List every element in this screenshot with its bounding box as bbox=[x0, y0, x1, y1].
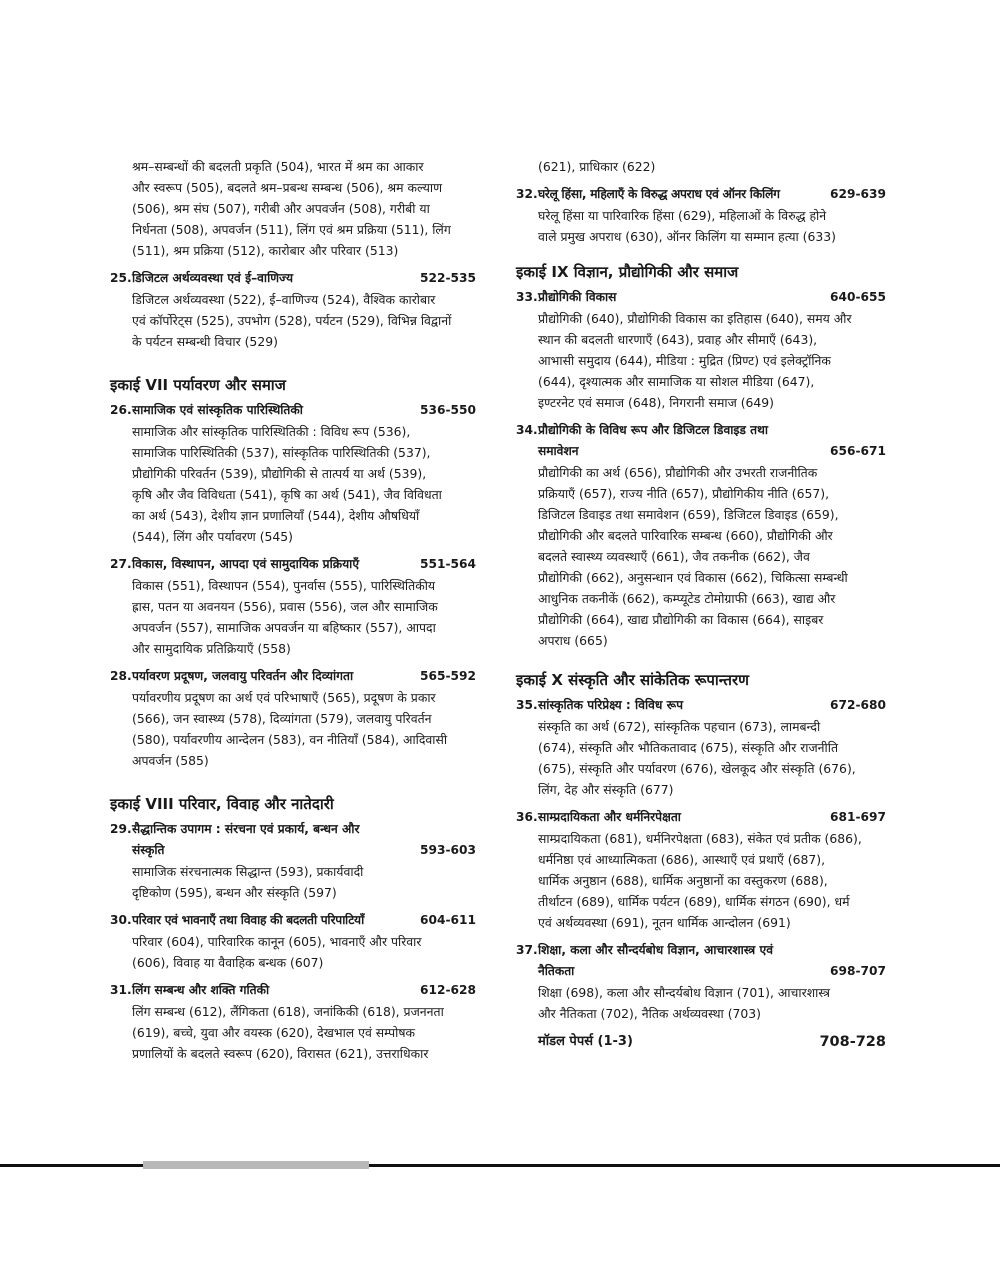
entry-title: सांस्कृतिक परिप्रेक्ष्य : विविध रूप bbox=[538, 698, 684, 712]
entry-title-cont: समावेशन bbox=[538, 444, 579, 458]
entry-title: विकास, विस्थापन, आपदा एवं सामुदायिक प्रक्रियाएँ bbox=[132, 557, 360, 571]
entry-pages: 629-639 bbox=[830, 187, 886, 201]
toc-entry-32 bbox=[516, 184, 886, 247]
entry-title-cont: संस्कृति bbox=[132, 843, 165, 857]
entry-title-cont: नैतिकता bbox=[538, 964, 575, 978]
entry-number: 34. bbox=[516, 423, 538, 437]
entry-number: 32. bbox=[516, 187, 538, 201]
entry-pages: 551-564 bbox=[420, 557, 476, 571]
entry-description: सामाजिक संरचनात्मक सिद्धान्त (593), प्रकार्यवादी दृष्टिकोण (595), बन्धन और संस्कृति (597) bbox=[132, 864, 364, 900]
entry-number: 35. bbox=[516, 698, 538, 712]
entry-description: घरेलू हिंसा या पारिवारिक हिंसा (629), महिलाओं के विरुद्ध होने वाले प्रमुख अपराध (630), ऑनर किलिंग या सम्मान हत्या (633) bbox=[538, 208, 836, 244]
toc-entry-27 bbox=[110, 554, 476, 659]
entry-title: डिजिटल अर्थव्यवस्था एवं ई–वाणिज्य bbox=[132, 271, 294, 285]
model-papers-title: मॉडल पेपर्स (1-3) bbox=[538, 1034, 633, 1049]
toc-entry-26 bbox=[110, 400, 476, 547]
entry-pages: 672-680 bbox=[830, 698, 886, 712]
entry-pages: 698-707 bbox=[830, 964, 886, 978]
entry-pages: 656-671 bbox=[830, 444, 886, 458]
entry-description: लिंग सम्बन्ध (612), लैंगिकता (618), जनांकिकी (618), प्रजननता (619), बच्चे, युवा और वयस्क (620), देखभाल एवं सम्पोषक प्रणालियों के बदलते स्वरूप (620), विरासत (621), उत्तराधिकार bbox=[132, 1004, 444, 1061]
model-papers-pages: 708-728 bbox=[819, 1034, 886, 1050]
right-column bbox=[516, 156, 886, 1053]
toc-entry-37 bbox=[516, 940, 886, 1024]
unit-heading-7: इकाई VII पर्यावरण और समाज bbox=[110, 376, 286, 394]
entry-description: परिवार (604), पारिवारिक कानून (605), भावनाएँ और परिवार (606), विवाह या वैवाहिक बन्धक (607) bbox=[132, 934, 422, 970]
entry-description: विकास (551), विस्थापन (554), पुनर्वास (555), पारिस्थितिकीय ह्रास, पतन या अवनयन (556), प्रवास (556), जल और सामाजिक अपवर्जन (557), सामाजिक अपवर्जन या बहिष्कार (557), आपदा और सामुदायिक प्रतिक्रियाएँ (558) bbox=[132, 578, 438, 656]
entry-pages: 681-697 bbox=[830, 810, 886, 824]
entry-title: प्रौद्योगिकी विकास bbox=[538, 290, 617, 304]
entry-number: 26. bbox=[110, 403, 132, 417]
horizontal-scrollbar-thumb[interactable] bbox=[143, 1161, 369, 1169]
entry-title: पर्यावरण प्रदूषण, जलवायु परिवर्तन और दिव्यांगता bbox=[132, 669, 354, 683]
toc-entry-29 bbox=[110, 819, 476, 903]
entry-pages: 604-611 bbox=[420, 913, 476, 927]
entry-description: प्रौद्योगिकी (640), प्रौद्योगिकी विकास का इतिहास (640), समय और स्थान की बदलती धारणाएँ (643), प्रवाह और सीमाएँ (643), आभासी समुदाय (644), मीडिया : मुद्रित (प्रिण्ट) एवं इलेक्ट्रॉनिक (644), दृश्यात्मक और सामाजिक या सोशल मीडिया (647), इण्टरनेट एवं समाज (648), निगरानी समाज (649) bbox=[538, 311, 852, 410]
entry-number: 28. bbox=[110, 669, 132, 683]
entry-title: सामाजिक एवं सांस्कृतिक पारिस्थितिकी bbox=[132, 403, 303, 417]
toc-entry-25 bbox=[110, 268, 476, 352]
entry-number: 29. bbox=[110, 822, 132, 836]
entry-description: संस्कृति का अर्थ (672), सांस्कृतिक पहचान (673), लामबन्दी (674), संस्कृति और भौतिकतावाद (675), संस्कृति और राजनीति (675), संस्कृति और पर्यावरण (676), खेलकूद और संस्कृति (676), लिंग, देह और संस्कृति (677) bbox=[538, 719, 856, 797]
entry-pages: 612-628 bbox=[420, 983, 476, 997]
entry-pages: 536-550 bbox=[420, 403, 476, 417]
entry-title: घरेलू हिंसा, महिलाएँ के विरुद्ध अपराध एवं ऑनर किलिंग bbox=[538, 187, 780, 201]
entry-description: प्रौद्योगिकी का अर्थ (656), प्रौद्योगिकी और उभरती राजनीतिक प्रक्रियाएँ (657), राज्य नीति (657), प्रौद्योगिकीय नीति (657), डिजिटल डिवाइड तथा समावेशन (659), डिजिटल डिवाइड (659), प्रौद्योगिकी और बदलते पारिवारिक सम्बन्ध (660), प्रौद्योगिकी और बदलते स्वास्थ्य व्यवस्थाएँ (661), जैव तकनीक (662), जैव प्रौद्योगिकी (662), अनुसन्धान एवं विकास (662), चिकित्सा सम्बन्धी आधुनिक तकनीकें (662), कम्प्यूटेड टोमोग्राफी (663), खाद्य और प्रौद्योगिकी (664), खाद्य प्रौद्योगिकी का विकास (664), साइबर अपराध (665) bbox=[538, 465, 848, 648]
toc-entry-36 bbox=[516, 807, 886, 933]
entry-pages: 640-655 bbox=[830, 290, 886, 304]
entry-description: डिजिटल अर्थव्यवस्था (522), ई–वाणिज्य (524), वैश्विक कारोबार एवं कॉर्पोरेट्स (525), उपभोग (528), पर्यटन (529), विभिन्न विद्वानों के पर्यटन सम्बन्धी विचार (529) bbox=[132, 292, 452, 349]
entry-title: शिक्षा, कला और सौन्दर्यबोध विज्ञान, आचारशास्त्र एवं bbox=[538, 943, 774, 957]
entry-number: 30. bbox=[110, 913, 132, 927]
entry-description: साम्प्रदायिकता (681), धर्मनिरपेक्षता (683), संकेत एवं प्रतीक (686), धर्मनिष्ठा एवं आध्यात्मिकता (686), आस्थाएँ एवं प्रथाएँ (687), धार्मिक अनुष्ठान (688), धार्मिक अनुष्ठानों का वस्तुकरण (688), तीर्थाटन (689), धार्मिक पर्यटन (689), धार्मिक संगठन (690), धर्म एवं अर्थव्यवस्था (691), नूतन धार्मिक आन्दोलन (691) bbox=[538, 831, 862, 930]
entry-number: 37. bbox=[516, 943, 538, 957]
toc-entry-28 bbox=[110, 666, 476, 771]
entry-title: प्रौद्योगिकी के विविध रूप और डिजिटल डिवाइड तथा bbox=[538, 423, 769, 437]
left-column bbox=[110, 156, 476, 1071]
toc-entry-31 bbox=[110, 980, 476, 1064]
entry-description: पर्यावरणीय प्रदूषण का अर्थ एवं परिभाषाएँ (565), प्रदूषण के प्रकार (566), जन स्वास्थ्य (578), दिव्यांगता (579), जलवायु परिवर्तन (580), पर्यावरणीय आन्देलन (583), वन नीतियाँ (584), आदिवासी अपवर्जन (585) bbox=[132, 690, 448, 768]
unit-heading-10: इकाई X संस्कृति और सांकेतिक रूपान्तरण bbox=[516, 671, 749, 689]
toc-entry-35 bbox=[516, 695, 886, 800]
entry-number: 27. bbox=[110, 557, 132, 571]
entry-pages: 565-592 bbox=[420, 669, 476, 683]
entry-title: साम्प्रदायिकता और धर्मनिरपेक्षता bbox=[538, 810, 681, 824]
model-papers-entry bbox=[516, 1031, 886, 1053]
unit-heading-8: इकाई VIII परिवार, विवाह और नातेदारी bbox=[110, 795, 334, 813]
entry-number: 33. bbox=[516, 290, 538, 304]
toc-entry-33 bbox=[516, 287, 886, 413]
entry-number: 36. bbox=[516, 810, 538, 824]
toc-entry-30 bbox=[110, 910, 476, 973]
toc-entry-34 bbox=[516, 420, 886, 651]
entry-title: परिवार एवं भावनाएँ तथा विवाह की बदलती परिपाटियाँ bbox=[132, 913, 364, 927]
entry-title: लिंग सम्बन्ध और शक्ति गतिकी bbox=[132, 983, 270, 997]
continuation-text: श्रम–सम्बन्धों की बदलती प्रकृति (504), भारत में श्रम का आकार और स्वरूप (505), बदलते श्रम–प्रबन्ध सम्बन्ध (506), श्रम कल्याण (506), श्रम संघ (507), गरीबी और अपवर्जन (508), गरीबी या निर्धनता (508), अपवर्जन (511), लिंग एवं श्रम प्रक्रिया (511), लिंग (511), श्रम प्रक्रिया (512), कारोबार और परिवार (513) bbox=[132, 159, 451, 258]
entry-pages: 522-535 bbox=[420, 271, 476, 285]
entry-number: 31. bbox=[110, 983, 132, 997]
entry-number: 25. bbox=[110, 271, 132, 285]
entry-title: सैद्धान्तिक उपागम : संरचना एवं प्रकार्य, बन्धन और bbox=[132, 822, 360, 836]
entry-description: सामाजिक और सांस्कृतिक पारिस्थितिकी : विविध रूप (536), सामाजिक पारिस्थितिकी (537), सांस्कृतिक पारिस्थितिकी (537), प्रौद्योगिकी परिवर्तन (539), प्रौद्योगिकी से तात्पर्य या अर्थ (539), कृषि और जैव विविधता (541), कृषि का अर्थ (541), जैव विविधता का अर्थ (543), देशीय ज्ञान प्रणालियाँ (544), देशीय औषधियाँ (544), लिंग और पर्यावरण (545) bbox=[132, 424, 442, 544]
unit-heading-9: इकाई IX विज्ञान, प्रौद्योगिकी और समाज bbox=[516, 263, 739, 281]
continuation-text: (621), प्राधिकार (622) bbox=[538, 159, 656, 174]
entry-description: शिक्षा (698), कला और सौन्दर्यबोध विज्ञान (701), आचारशास्त्र और नैतिकता (702), नैतिक अर्थव्यवस्था (703) bbox=[538, 985, 830, 1021]
entry-pages: 593-603 bbox=[420, 843, 476, 857]
